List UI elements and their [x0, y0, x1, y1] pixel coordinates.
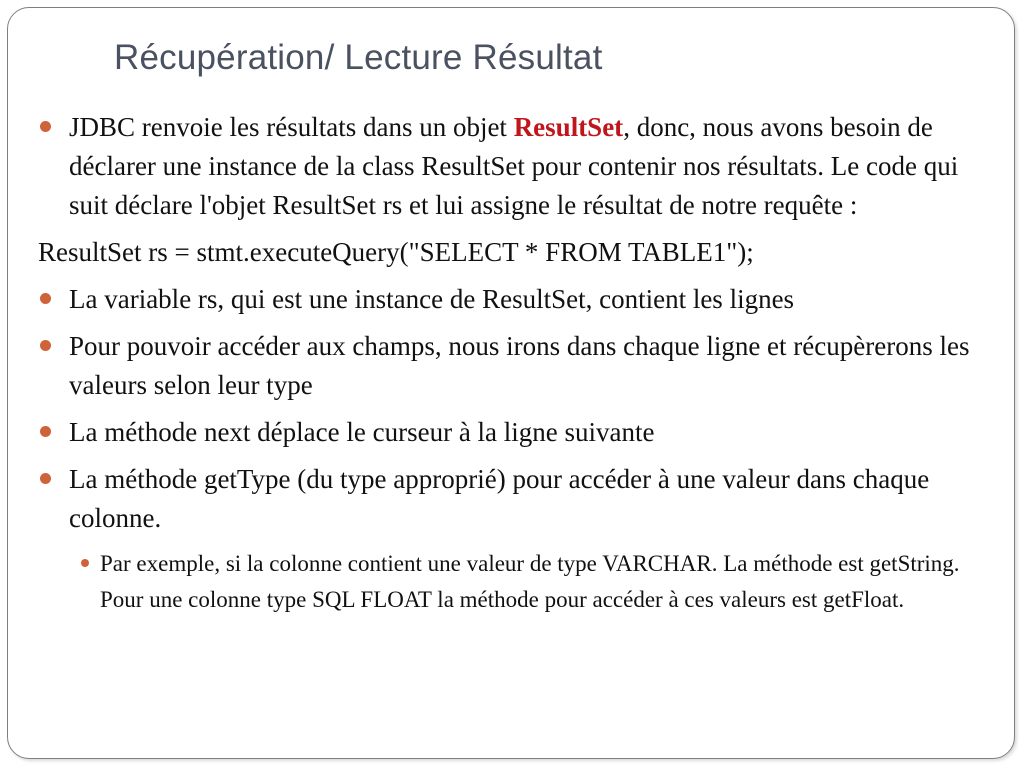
bullet-marker-icon [40, 426, 51, 437]
code-line: ResultSet rs = stmt.executeQuery("SELECT * FROM TABLE1"); [38, 237, 754, 267]
bullet-text: Pour pouvoir accéder aux champs, nous irons dans chaque ligne et récupèrerons les valeurs selon leur type [69, 331, 970, 400]
sub-bullet-marker-icon [81, 559, 89, 567]
bullet-text: La méthode getType (du type approprié) pour accéder à une valeur dans chaque colonne. [69, 464, 930, 533]
bullet-marker-icon [40, 473, 51, 484]
bullet-marker-icon [40, 340, 51, 351]
bullet-next-method [38, 413, 978, 452]
bullet-text-after: , donc, nous avons besoin de déclarer une instance de la class ResultSet pour contenir nos résultats. Le code qui suit déclare l'objet ResultSet rs et lui assigne le résultat de notre requête : [69, 112, 959, 220]
bullet-resultset [38, 108, 978, 225]
slide-title: Récupération/ Lecture Résultat [114, 38, 603, 77]
bullet-text: La variable rs, qui est une instance de ResultSet, contient les lignes [69, 284, 795, 314]
sub-bullet-example [100, 546, 978, 618]
resultset-highlight: ResultSet [513, 112, 624, 142]
slide-body [38, 108, 978, 618]
bullet-text-before: JDBC renvoie les résultats dans un objet [69, 112, 514, 142]
bullet-marker-icon [40, 293, 51, 304]
bullet-access-fields [38, 327, 978, 405]
bullet-variable-rs [38, 280, 978, 319]
sub-bullet-text: Par exemple, si la colonne contient une valeur de type VARCHAR. La méthode est getString. Pour une colonne type SQL FLOAT la méthode pour accéder à ces valeurs est getFloat. [100, 551, 960, 612]
bullet-text: La méthode next déplace le curseur à la ligne suivante [69, 417, 655, 447]
bullet-marker-icon [40, 121, 51, 132]
bullet-gettype-method [38, 460, 978, 538]
